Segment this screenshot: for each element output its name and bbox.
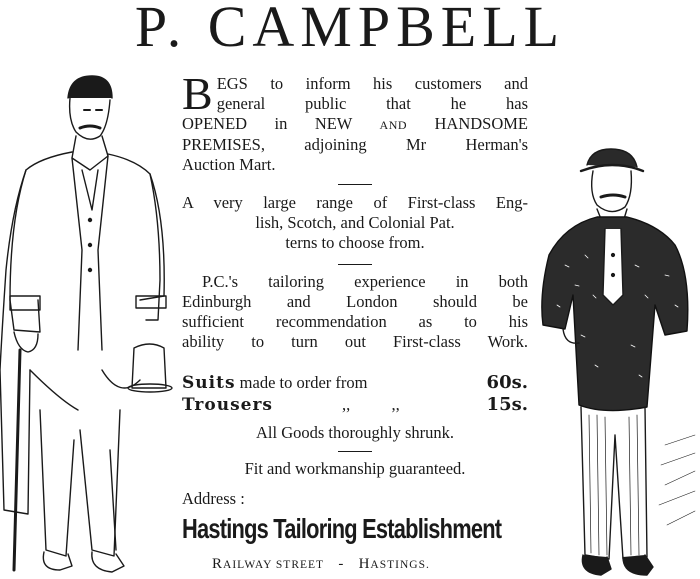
intro-line-1: EGS to inform his customers and: [216, 74, 528, 93]
divider-rule: [338, 451, 372, 452]
range-line-1: A very large range of First-class Eng-: [182, 193, 528, 212]
trousers-price-row: [182, 394, 528, 416]
experience-line-4: ability to turn out First-class Work.: [182, 332, 528, 351]
ditto-marks: ,, ,,: [342, 395, 400, 414]
intro-line-5: Auction Mart.: [182, 155, 276, 174]
experience-line-2: Edinburgh and London should be: [182, 292, 528, 311]
trousers-label: Trousers: [182, 395, 273, 415]
man-in-bowler-hat-illustration: [535, 145, 700, 579]
shrunk-line: All Goods thoroughly shrunk.: [256, 423, 454, 442]
intro-line-3: OPENED in NEW AND HANDSOME: [182, 114, 529, 133]
divider-rule: [338, 184, 372, 185]
advert-title: P. CAMPBELL: [134, 0, 566, 59]
drop-cap: B: [182, 68, 213, 119]
experience-paragraph: [182, 272, 528, 352]
range-line-3: terns to choose from.: [285, 233, 425, 252]
trousers-price: 15s.: [486, 394, 528, 415]
experience-line-3: sufficient recommendation as to his: [182, 312, 528, 331]
intro-line-4: PREMISES, adjoining Mr Herman's: [182, 135, 528, 154]
suits-text: made to order from: [239, 373, 368, 392]
street-address: RAILWAY STREET - HASTINGS.: [212, 556, 430, 572]
address-label: Address :: [182, 489, 245, 508]
suits-label: Suits: [182, 373, 236, 393]
establishment-name: Hastings Tailoring Establishment: [182, 513, 502, 544]
man-in-frock-coat-illustration: [0, 70, 180, 579]
experience-line-1: P.C.'s tailoring experience in both: [202, 272, 528, 291]
suits-price-row: [182, 372, 528, 394]
divider-rule: [338, 264, 372, 265]
suits-price: 60s.: [486, 372, 528, 393]
guarantee-line: Fit and workmanship guaranteed.: [244, 459, 466, 478]
intro-paragraph: [182, 68, 529, 175]
range-line-2: lish, Scotch, and Colonial Pat.: [255, 213, 455, 232]
intro-line-2: general public that he has: [216, 94, 528, 113]
range-paragraph: [182, 193, 528, 253]
